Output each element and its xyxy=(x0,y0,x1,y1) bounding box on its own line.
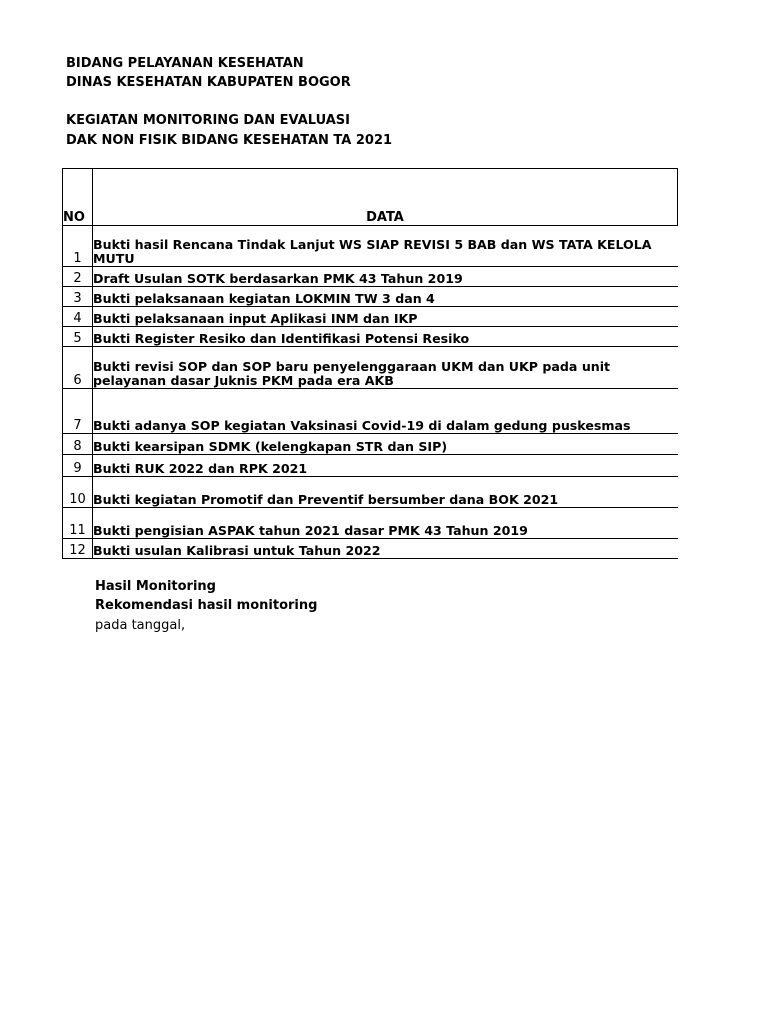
row-data: Bukti pelaksanaan kegiatan LOKMIN TW 3 dan 4 xyxy=(93,287,678,307)
row-number: 7 xyxy=(63,389,93,434)
table-row xyxy=(63,434,678,455)
row-data: Bukti kegiatan Promotif dan Preventif bersumber dana BOK 2021 xyxy=(93,477,678,508)
row-number: 1 xyxy=(63,226,93,267)
table-row xyxy=(63,508,678,539)
row-data: Bukti pelaksanaan input Aplikasi INM dan IKP xyxy=(93,307,678,327)
footer-recommendation: Rekomendasi hasil monitoring xyxy=(95,598,318,613)
row-number: 9 xyxy=(63,455,93,477)
footer-date-label: pada tanggal, xyxy=(95,618,186,633)
row-data: Draft Usulan SOTK berdasarkan PMK 43 Tahun 2019 xyxy=(93,267,678,287)
row-number: 10 xyxy=(63,477,93,508)
table-row xyxy=(63,477,678,508)
row-number: 2 xyxy=(63,267,93,287)
table-row xyxy=(63,267,678,287)
row-data: Bukti adanya SOP kegiatan Vaksinasi Covid-19 di dalam gedung puskesmas xyxy=(93,389,678,434)
table-row xyxy=(63,347,678,389)
row-number: 12 xyxy=(63,539,93,559)
row-data: Bukti usulan Kalibrasi untuk Tahun 2022 xyxy=(93,539,678,559)
table-row xyxy=(63,226,678,267)
row-data: Bukti Register Resiko dan Identifikasi Potensi Resiko xyxy=(93,327,678,347)
table-row xyxy=(63,287,678,307)
row-data: Bukti kearsipan SDMK (kelengkapan STR dan SIP) xyxy=(93,434,678,455)
column-header-data: DATA xyxy=(93,169,678,226)
row-data: Bukti hasil Rencana Tindak Lanjut WS SIAP REVISI 5 BAB dan WS TATA KELOLA MUTU xyxy=(93,226,678,267)
row-data: Bukti pengisian ASPAK tahun 2021 dasar PMK 43 Tahun 2019 xyxy=(93,508,678,539)
header-program-title: DAK NON FISIK BIDANG KESEHATAN TA 2021 xyxy=(66,133,393,148)
column-header-no: NO xyxy=(63,169,93,226)
table-header-row xyxy=(63,169,678,226)
row-number: 8 xyxy=(63,434,93,455)
header-agency: DINAS KESEHATAN KABUPATEN BOGOR xyxy=(66,75,351,90)
row-number: 6 xyxy=(63,347,93,389)
row-number: 11 xyxy=(63,508,93,539)
row-number: 5 xyxy=(63,327,93,347)
row-data: Bukti RUK 2022 dan RPK 2021 xyxy=(93,455,678,477)
header-department: BIDANG PELAYANAN KESEHATAN xyxy=(66,56,304,71)
table-row xyxy=(63,327,678,347)
row-number: 3 xyxy=(63,287,93,307)
monitoring-data-table xyxy=(62,168,678,559)
table-row xyxy=(63,539,678,559)
header-activity-title: KEGIATAN MONITORING DAN EVALUASI xyxy=(66,113,351,128)
row-data: Bukti revisi SOP dan SOP baru penyelenggaraan UKM dan UKP pada unit pelayanan dasar Juknis PKM pada era AKB xyxy=(93,347,678,389)
footer-monitoring-result: Hasil Monitoring xyxy=(95,579,216,594)
table-row xyxy=(63,389,678,434)
row-number: 4 xyxy=(63,307,93,327)
table-row xyxy=(63,455,678,477)
table-row xyxy=(63,307,678,327)
